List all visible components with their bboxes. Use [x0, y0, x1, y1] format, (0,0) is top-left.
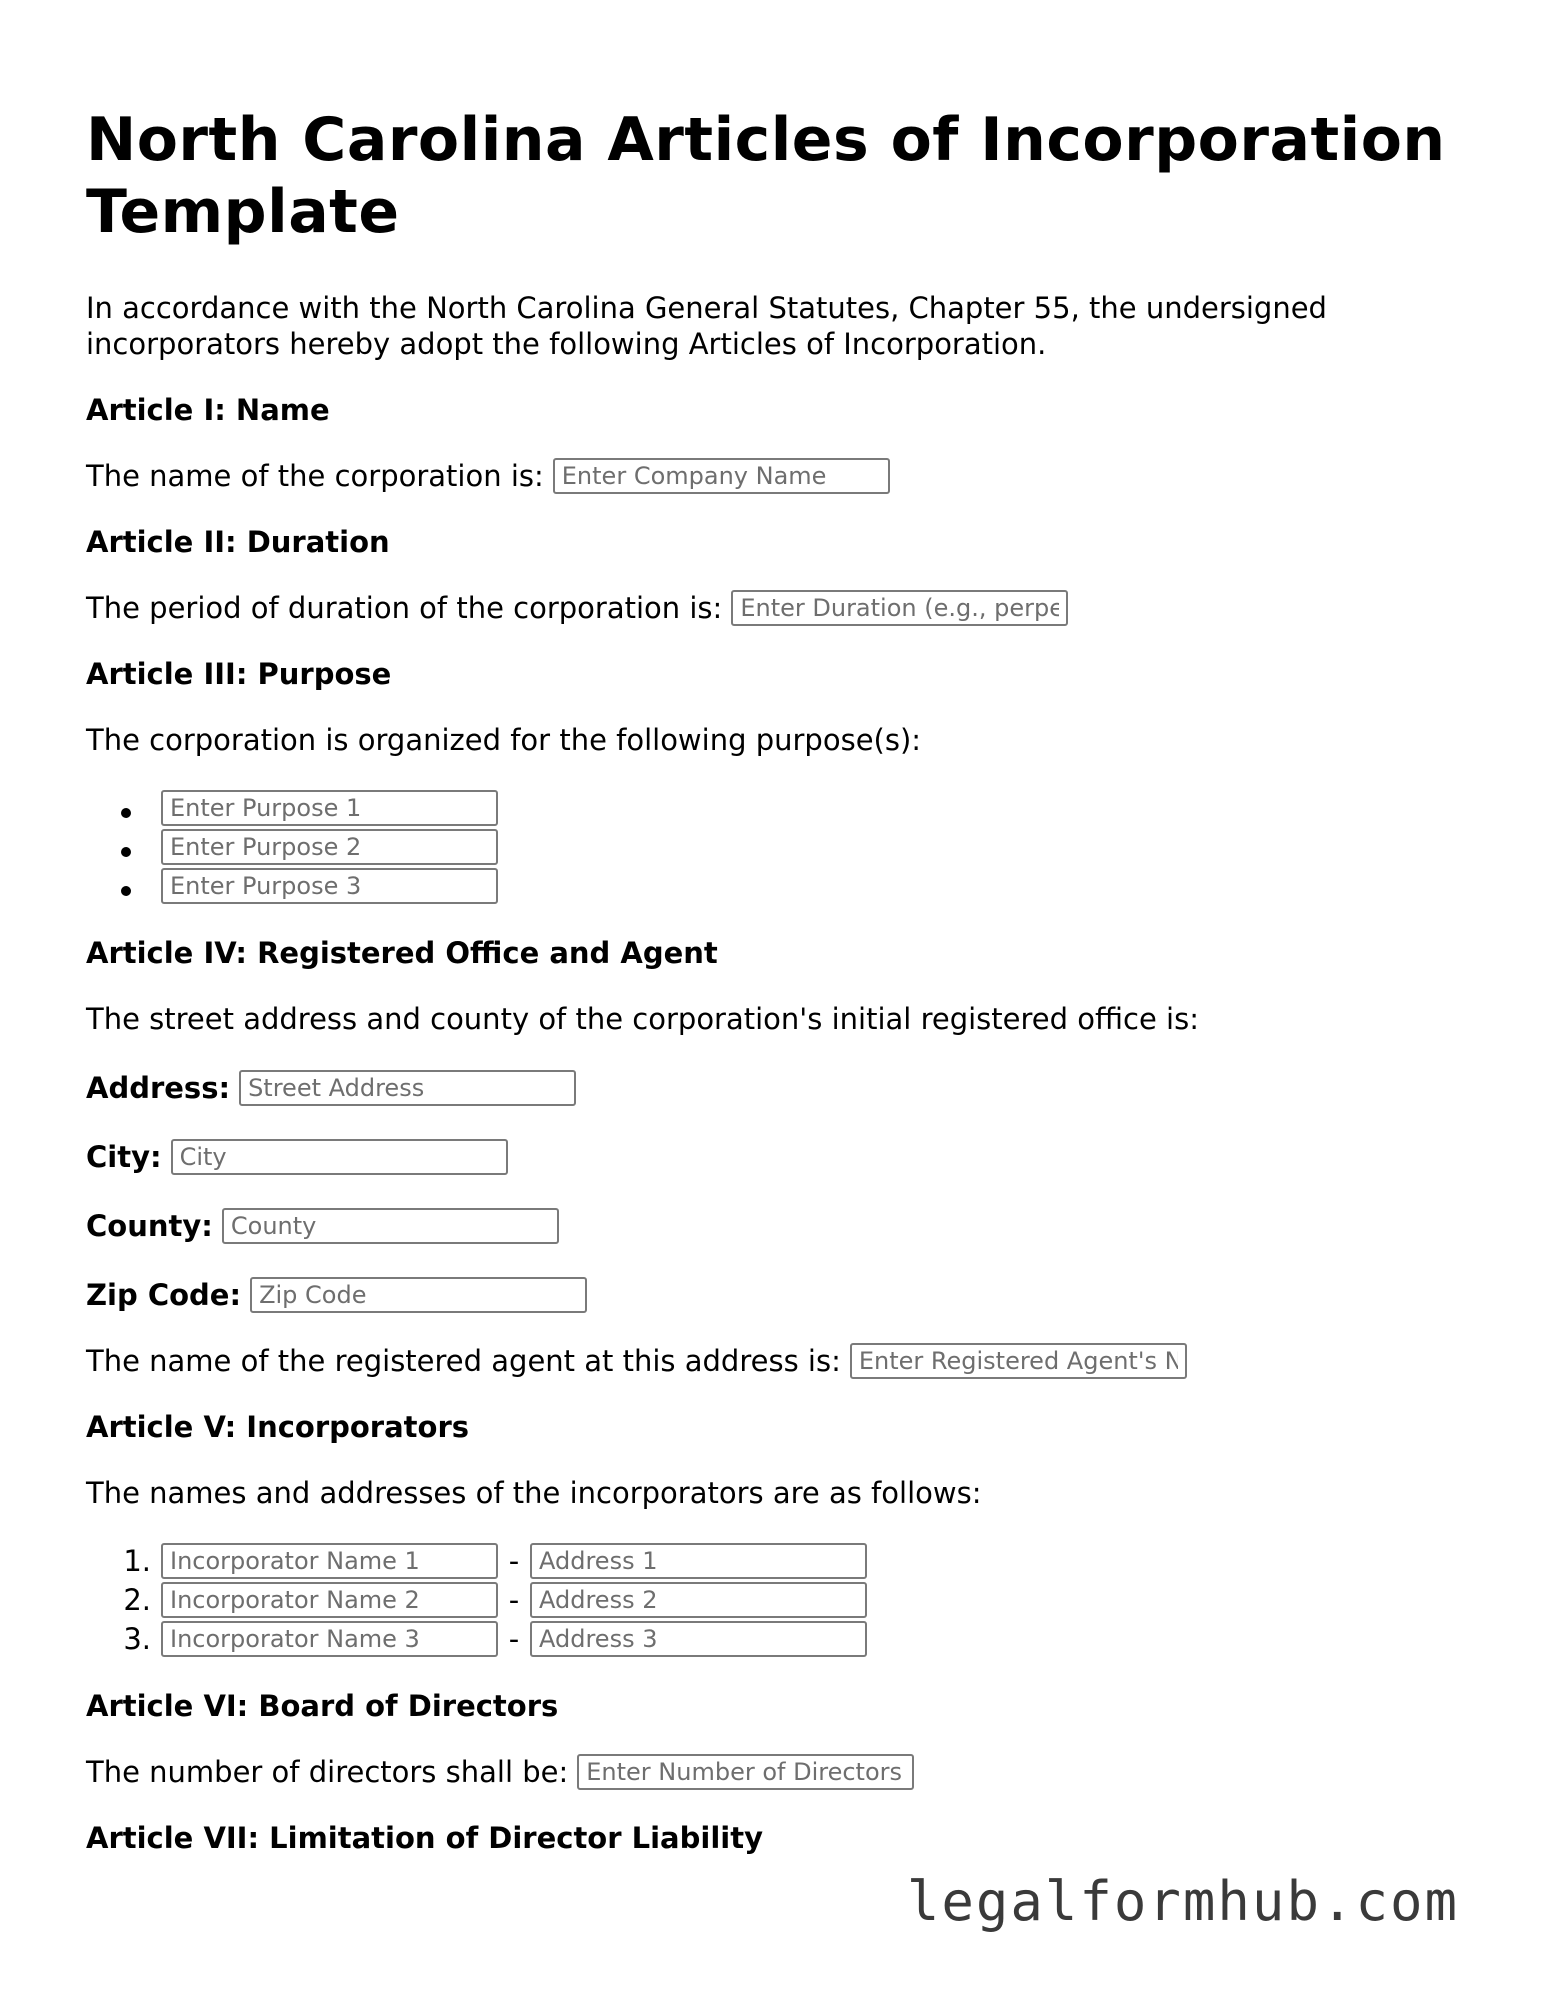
separator: - — [508, 1621, 520, 1656]
city-row — [86, 1139, 1486, 1175]
bullet-icon — [121, 847, 131, 857]
list-item — [86, 1541, 1486, 1580]
article-4-text: The street address and county of the corporation's initial registered office is: — [86, 1002, 1199, 1036]
list-item — [86, 1619, 1486, 1658]
number-of-directors-input[interactable] — [577, 1754, 914, 1790]
article-7-heading: Article VII: Limitation of Director Liability — [86, 1821, 763, 1855]
article-5-heading: Article V: Incorporators — [86, 1410, 470, 1444]
zip-row — [86, 1277, 1486, 1313]
incorporator-2-name-input[interactable] — [161, 1582, 498, 1618]
zip-code-input[interactable] — [250, 1277, 587, 1313]
county-input[interactable] — [222, 1208, 559, 1244]
agent-text: The name of the registered agent at this address is: — [86, 1344, 841, 1378]
city-input[interactable] — [171, 1139, 508, 1175]
separator: - — [508, 1582, 520, 1617]
list-item — [86, 1580, 1486, 1619]
city-label: City: — [86, 1140, 162, 1174]
article-6-text: The number of directors shall be: — [86, 1755, 569, 1789]
incorporator-3-address-input[interactable] — [530, 1621, 867, 1657]
purpose-list — [86, 788, 1486, 905]
intro-paragraph: In accordance with the North Carolina General Statutes, Chapter 55, the undersigned incorporators hereby adopt the following Articles of Incorporation. — [86, 291, 1327, 361]
page-title: North Carolina Articles of Incorporation Template — [86, 105, 1446, 247]
address-row — [86, 1070, 1486, 1106]
article-2-heading: Article II: Duration — [86, 525, 390, 559]
separator: - — [508, 1543, 520, 1578]
list-item — [86, 827, 1486, 866]
company-name-input[interactable] — [553, 458, 890, 494]
bullet-icon — [121, 886, 131, 896]
article-6-line — [86, 1754, 1486, 1790]
incorporator-2-address-input[interactable] — [530, 1582, 867, 1618]
address-label: Address: — [86, 1071, 231, 1105]
article-2-line — [86, 590, 1486, 626]
article-3-text: The corporation is organized for the following purpose(s): — [86, 723, 922, 757]
list-number: 3. — [123, 1621, 151, 1656]
incorporator-3-name-input[interactable] — [161, 1621, 498, 1657]
zip-label: Zip Code: — [86, 1278, 242, 1312]
article-6-heading: Article VI: Board of Directors — [86, 1689, 559, 1723]
article-2-text: The period of duration of the corporation is: — [86, 591, 723, 625]
duration-input[interactable] — [731, 590, 1068, 626]
incorporator-list — [86, 1541, 1486, 1658]
purpose-2-input[interactable] — [161, 829, 498, 865]
incorporator-1-name-input[interactable] — [161, 1543, 498, 1579]
incorporator-1-address-input[interactable] — [530, 1543, 867, 1579]
article-4-heading: Article IV: Registered Office and Agent — [86, 936, 718, 970]
watermark: legalformhub.com — [906, 1870, 1459, 1933]
agent-line — [86, 1343, 1486, 1379]
list-number: 1. — [123, 1543, 151, 1578]
article-5-text: The names and addresses of the incorporators are as follows: — [86, 1476, 982, 1510]
list-item — [86, 788, 1486, 827]
list-item — [86, 866, 1486, 905]
document-page — [86, 0, 1486, 1856]
article-1-heading: Article I: Name — [86, 393, 330, 427]
purpose-1-input[interactable] — [161, 790, 498, 826]
article-1-text: The name of the corporation is: — [86, 459, 544, 493]
county-label: County: — [86, 1209, 213, 1243]
registered-agent-input[interactable] — [850, 1343, 1187, 1379]
list-number: 2. — [123, 1582, 151, 1617]
county-row — [86, 1208, 1486, 1244]
street-address-input[interactable] — [239, 1070, 576, 1106]
article-1-line — [86, 458, 1486, 494]
purpose-3-input[interactable] — [161, 868, 498, 904]
bullet-icon — [121, 808, 131, 818]
article-3-heading: Article III: Purpose — [86, 657, 392, 691]
